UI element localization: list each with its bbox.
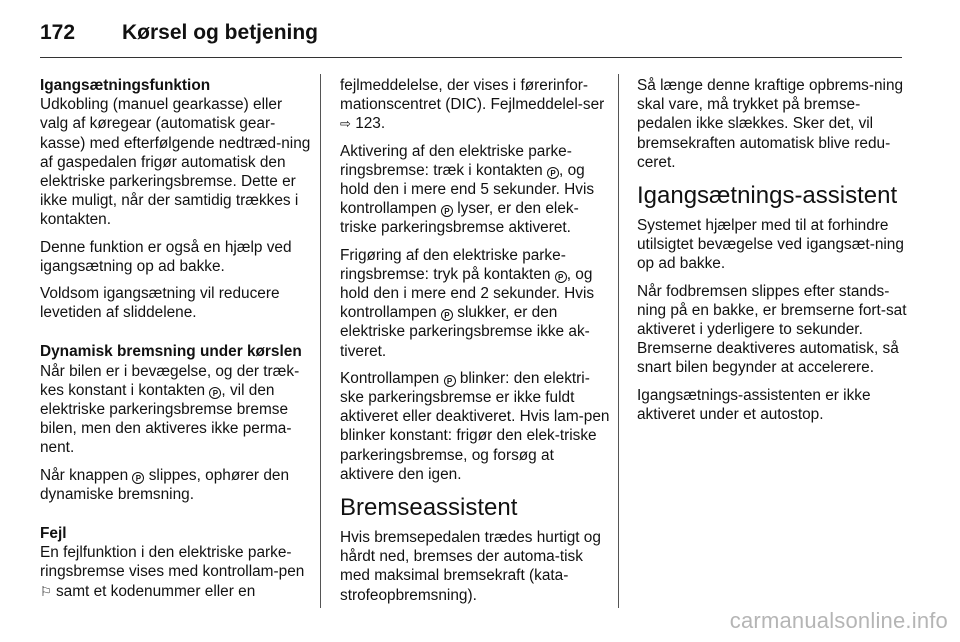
paragraph: Voldsom igangsætning vil reducere levetiden af sliddelene.: [40, 285, 280, 322]
column-2: [340, 76, 612, 613]
paragraph: Hvis bremsepedalen trædes hurtigt og hårdt ned, bremses der automa-tisk med maksimal bremsekraft (kata-strofeopbremsning).: [340, 529, 601, 604]
paragraph: Når knappen P slippes, ophører den dynamiske bremsning.: [40, 466, 290, 503]
parking-brake-icon: P: [132, 472, 144, 484]
paragraph: Denne funktion er også en hjælp ved igangsætning op ad bakke.: [40, 238, 292, 275]
section-heading-igangsaetnings-assistent: Igangsætnings-assistent: [637, 182, 898, 210]
column-separator: [320, 74, 321, 608]
section-heading-fejl: Fejl: [40, 525, 67, 543]
parking-brake-icon: P: [209, 387, 221, 399]
page-header: [40, 16, 318, 50]
paragraph: Systemet hjælper med til at forhindre utilsigtet bevægelse ved igangsæt-ning op ad bakke.: [637, 217, 904, 273]
paragraph: Når fodbremsen slippes efter stands-ning på en bakke, er bremserne fort-sat aktiveret i yderligere to sekunder. Bremserne deaktiveres automatisk, så snart bilen begynder at accelerere.: [637, 282, 907, 377]
paragraph: Når bilen er i bevægelse, og der træk-kes konstant i kontakten P , vil den elektriske parkeringsbremse bremse bilen, men den aktiveres ikke perma-nent.: [40, 362, 300, 457]
column-1: [40, 76, 312, 609]
section-heading-dynamisk-bremsning: Dynamisk bremsning under kørslen: [40, 343, 302, 361]
column-3: [637, 76, 907, 432]
page-title: Kørsel og betjening: [122, 21, 319, 44]
paragraph: Kontrollampen P blinker: den elektri-ske parkeringsbremse er ikke fuldt aktiveret eller deaktiveret. Hvis lam-pen blinker konstant: frigør den elek-triske parkeringsbremse, og forsøg at aktivere den igen.: [340, 369, 610, 483]
page-reference: 123.: [355, 115, 386, 133]
column-separator: [618, 74, 619, 608]
paragraph: Frigøring af den elektriske parke-ringsbremse: tryk på kontakten P , og hold den i mere end 2 sekunder. Hvis kontrollampen P slukker, er den elektriske parkeringsbremse ikke ak-tiveret.: [340, 246, 595, 360]
paragraph: Udkobling (manuel gearkasse) eller valg af køregear (automatisk gear-kasse) med efterfølgende nedtræd-ning af gaspedalen frigør automatisk den elektriske parkeringsbremse. Dette er ikke muligt, når der samtidig trækkes i kontakten.: [40, 96, 311, 229]
paragraph: En fejlfunktion i den elektriske parke-ringsbremse vises med kontrollam-pen ⚐ samt et kodenummer eller en: [40, 544, 305, 600]
parking-brake-icon: P: [441, 205, 453, 217]
paragraph: fejlmeddelelse, der vises i førerinfor-mationscentret (DIC). Fejlmeddelel-ser ⇨ 123.: [340, 77, 605, 133]
section-heading-bremseassistent: Bremseassistent: [340, 494, 518, 522]
header-rule: [40, 57, 902, 58]
parking-brake-icon: P: [555, 271, 567, 283]
paragraph: Så længe denne kraftige opbrems-ning skal vare, må trykket på bremse-pedalen ikke slækkes. Sker det, vil bremsekraften automatisk blive redu-ceret.: [637, 77, 904, 171]
paragraph: Igangsætnings-assistenten er ikke aktiveret under et autostop.: [637, 386, 871, 423]
parking-brake-icon: P: [547, 167, 559, 179]
page-number: 172: [40, 21, 76, 44]
parking-brake-icon: P: [441, 309, 453, 321]
section-heading-igangsaetningsfunktion: Igangsætningsfunktion: [40, 77, 211, 94]
warning-lamp-icon: ⚐: [40, 583, 52, 599]
cross-reference-icon: ⇨: [340, 116, 351, 132]
watermark: carmanualsonline.info: [729, 608, 948, 633]
parking-brake-icon: P: [444, 375, 456, 387]
paragraph: Aktivering af den elektriske parke-ringsbremse: træk i kontakten P , og hold den i mere end 5 sekunder. Hvis kontrollampen P lyser, er den elek-triske parkeringsbremse aktiveret.: [340, 142, 595, 237]
